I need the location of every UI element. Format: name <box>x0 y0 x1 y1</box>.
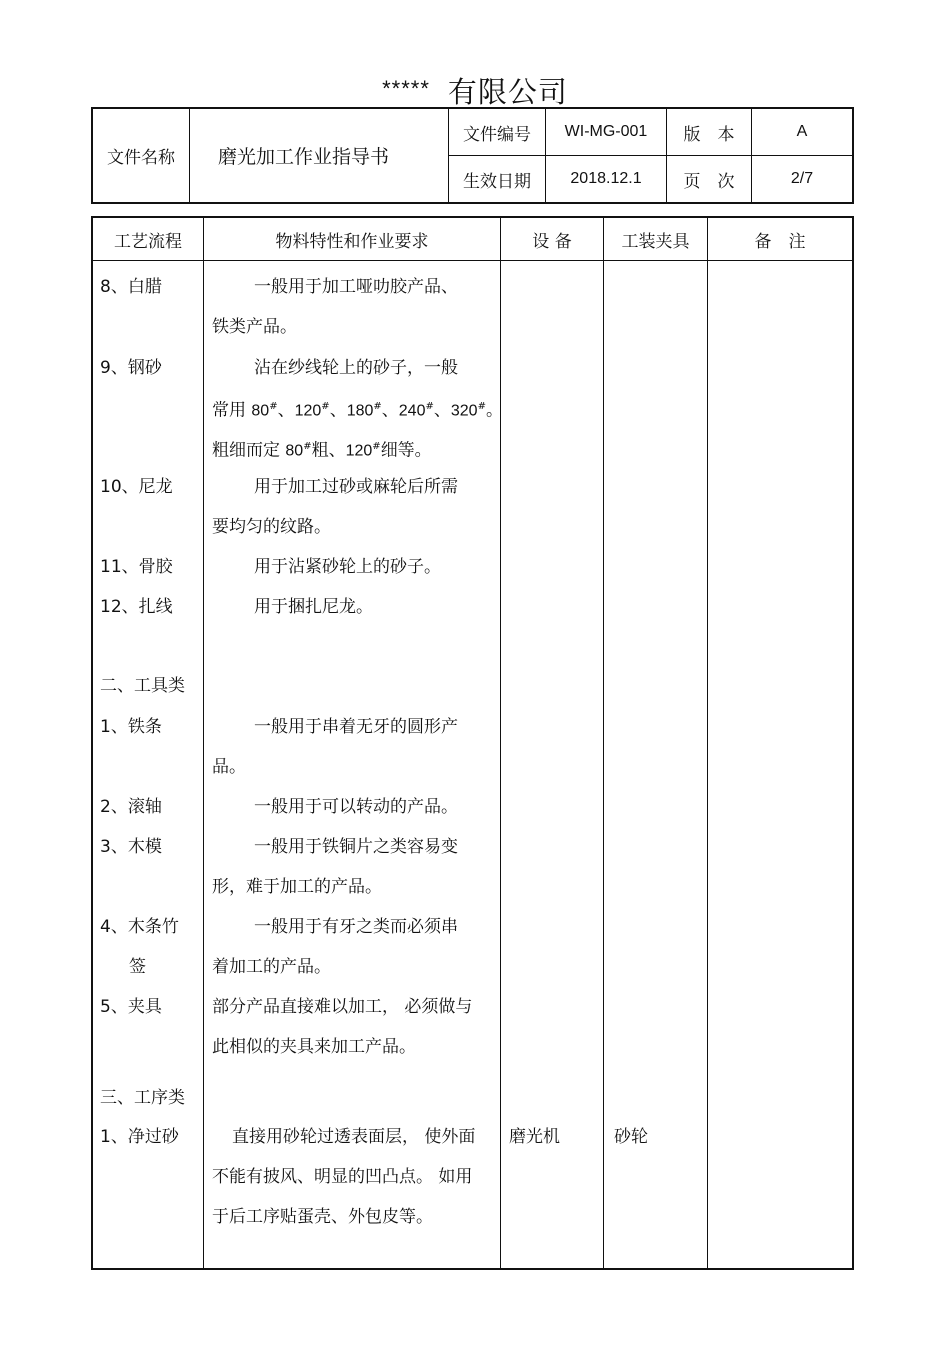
grit-mark: # <box>373 401 382 412</box>
process-item: 1、净过砂 <box>100 1127 179 1147</box>
page-number: 2/7 <box>752 156 854 204</box>
grit-end: 。 <box>485 400 503 421</box>
requirement-line: 沾在纱线轮上的砂子，一般 <box>254 358 458 378</box>
grit-mark: # <box>269 401 278 412</box>
grit-value: 80 <box>251 402 270 420</box>
document-header-table <box>91 107 854 204</box>
process-item: 10、尼龙 <box>100 477 173 497</box>
fixture-item: 砂轮 <box>614 1127 648 1147</box>
page-label: 页 次 <box>667 156 752 204</box>
equipment-cell <box>501 261 604 1270</box>
fixture-cell <box>604 261 708 1270</box>
fine-label: 细等。 <box>380 440 432 461</box>
requirement-line: 一般用于铁铜片之类容易变 <box>254 837 458 857</box>
instruction-table <box>91 216 854 1270</box>
col-requirements: 物料特性和作业要求 <box>204 217 501 261</box>
grit-mark: # <box>477 401 486 412</box>
requirement-line: 部分产品直接难以加工， 必须做与 <box>212 997 473 1017</box>
grit-value: 120 <box>345 442 373 460</box>
requirement-line: 此相似的夹具来加工产品。 <box>212 1037 416 1057</box>
col-process: 工艺流程 <box>92 217 204 261</box>
equipment-item: 磨光机 <box>509 1127 560 1147</box>
col-fixture: 工装夹具 <box>604 217 708 261</box>
version: A <box>752 108 854 156</box>
requirement-line: 一般用于可以转动的产品。 <box>254 797 458 817</box>
requirement-line: 于后工序贴蛋壳、外包皮等。 <box>212 1207 433 1227</box>
requirement-line: 一般用于有牙之类而必须串 <box>254 917 458 937</box>
grit-value: 320 <box>450 402 478 420</box>
requirement-line-coarseness <box>212 437 432 462</box>
grit-mark: # <box>372 441 381 452</box>
process-item: 5、夹具 <box>100 997 162 1017</box>
requirement-line: 一般用于串着无牙的圆形产 <box>254 717 458 737</box>
section-heading: 二、工具类 <box>100 676 185 696</box>
process-cell <box>92 261 204 1270</box>
requirement-line: 用于捆扎尼龙。 <box>254 597 373 617</box>
doc-name: 磨光加工作业指导书 <box>190 108 449 203</box>
grit-value: 180 <box>346 402 374 420</box>
doc-no-label: 文件编号 <box>449 108 546 156</box>
requirement-line-grits <box>212 397 503 422</box>
grit-value: 80 <box>285 442 304 460</box>
process-item: 9、钢砂 <box>100 358 162 378</box>
requirements-cell <box>204 261 501 1270</box>
date-label: 生效日期 <box>449 156 546 204</box>
requirement-line: 要均匀的纹路。 <box>212 517 331 537</box>
process-item-continued: 签 <box>129 957 146 977</box>
grit-value: 240 <box>398 402 426 420</box>
grit-sep: 、 <box>433 400 451 421</box>
coarse-label: 粗、 <box>311 440 346 461</box>
company-stars: ***** <box>382 76 430 101</box>
grit-sep: 、 <box>329 400 347 421</box>
requirement-line: 不能有披风、明显的凹凸点。 如用 <box>212 1167 473 1187</box>
grit-sep: 、 <box>277 400 295 421</box>
effective-date: 2018.12.1 <box>546 156 667 204</box>
version-label: 版 本 <box>667 108 752 156</box>
company-title <box>0 70 950 111</box>
col-equipment: 设 备 <box>501 217 604 261</box>
grit-mark: # <box>321 401 330 412</box>
process-item: 2、滚轴 <box>100 797 162 817</box>
doc-name-label: 文件名称 <box>92 108 190 203</box>
requirement-line: 用于加工过砂或麻轮后所需 <box>254 477 458 497</box>
requirement-line: 铁类产品。 <box>212 317 297 337</box>
grit-text: 常用 <box>212 400 246 421</box>
grit-mark: # <box>425 401 434 412</box>
process-item: 4、木条竹 <box>100 917 179 937</box>
grit-value: 120 <box>294 402 322 420</box>
process-item: 1、铁条 <box>100 717 162 737</box>
section-heading: 三、工序类 <box>100 1088 185 1108</box>
requirement-line: 品。 <box>212 757 246 777</box>
grit-mark: # <box>303 441 312 452</box>
doc-no: WI-MG-001 <box>546 108 667 156</box>
requirement-line: 一般用于加工哑叻胶产品、 <box>254 277 458 297</box>
requirement-line: 形，难于加工的产品。 <box>212 877 382 897</box>
remarks-cell <box>708 261 854 1270</box>
process-item: 11、骨胶 <box>100 557 173 577</box>
grit-sep: 、 <box>381 400 399 421</box>
process-item: 12、扎线 <box>100 597 173 617</box>
company-name: 有限公司 <box>447 75 568 109</box>
process-item: 3、木模 <box>100 837 162 857</box>
col-remarks: 备 注 <box>708 217 854 261</box>
process-item: 8、白腊 <box>100 277 162 297</box>
coarse-text: 粗细而定 <box>212 440 280 461</box>
requirement-line: 直接用砂轮过透表面层， 使外面 <box>232 1127 476 1147</box>
requirement-line: 着加工的产品。 <box>212 957 331 977</box>
requirement-line: 用于沾紧砂轮上的砂子。 <box>254 557 441 577</box>
